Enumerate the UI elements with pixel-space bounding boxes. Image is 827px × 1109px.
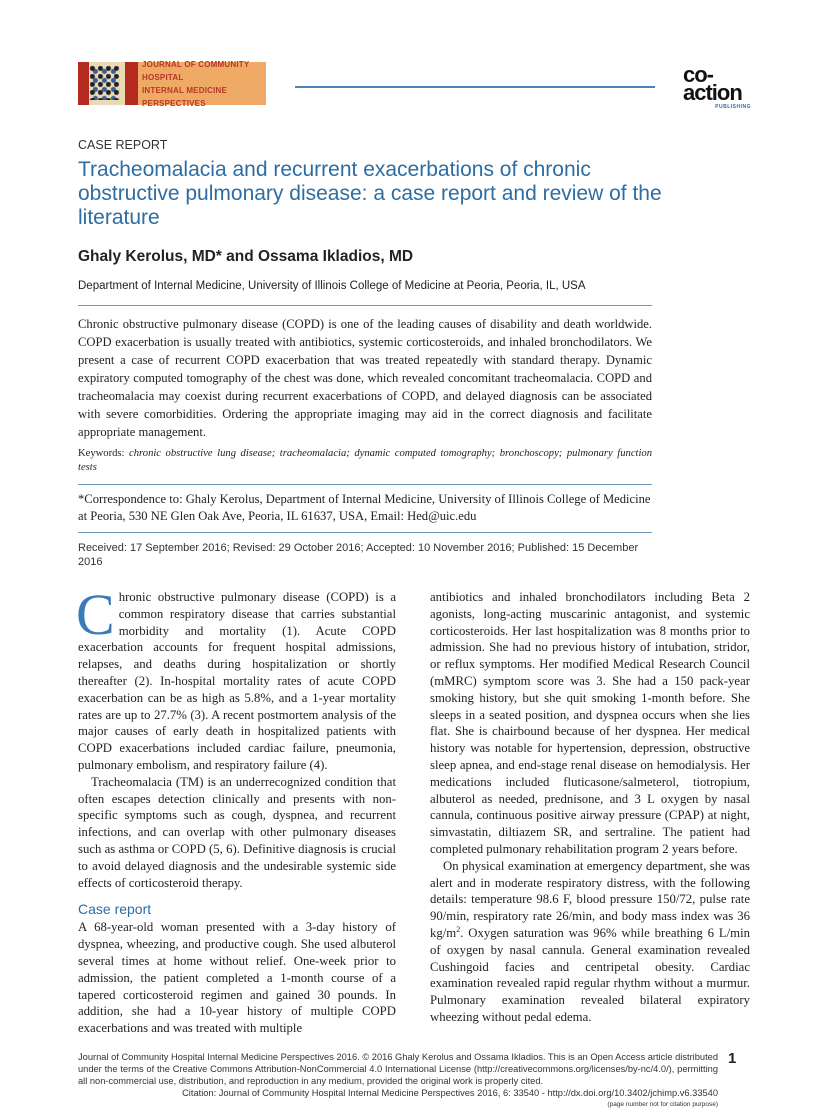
divider [78, 532, 652, 533]
header-rule [295, 86, 655, 88]
journal-logo [78, 59, 266, 108]
keywords [78, 447, 652, 475]
drop-cap: C [76, 582, 115, 647]
article-dates: Received: 17 September 2016; Revised: 29 October 2016; Accepted: 10 November 2016; Published: 15 December 2016 [78, 542, 639, 568]
article-type: CASE REPORT [78, 138, 168, 152]
publisher-logo-text: co-action [683, 62, 742, 105]
paragraph-text: On physical examination at emergency department, she was alert and in moderate respiratory distress, with the following details: temperature 98.6 F, blood pressure 150/72, pulse rate 90/min, respiratory rate 26/min, and body mass index was 36 kg/m [430, 858, 750, 940]
front-matter [78, 138, 662, 569]
article-title: Tracheomalacia and recurrent exacerbations of chronic obstructive pulmonary disease: a case report and review of the literature [78, 158, 662, 229]
body-columns [76, 582, 750, 1037]
paragraph: A 68-year-old woman presented with a 3-day history of dyspnea, wheezing, and productive cough. She used albuterol several times at home without relief. One-week prior to admission, the patient completed a 1-month course of a tapered corticosteroid regimen and gained 30 pounds. In addition, she had a 10-year history of multiple COPD exacerbations and was treated with multiple [78, 920, 396, 1036]
paragraph: antibiotics and inhaled bronchodilators including Beta 2 agonists, long-acting muscarinic antagonist, and systemic corticosteroids. Her last hospitalization was 8 months prior to admission. She had no previous history of intubation, stridor, or reflux symptoms. Her modified Medical Research Council (mMRC) symptom score was 3. She had a 150 pack-year smoking history, but she quit smoking 1-month before. She sleeps in a seated position, and dyspnea occurs when she lies flat. She is chairbound because of her dyspnea. Her medical history was notable for hypertension, depression, obstructive sleep apnea, and end-stage renal disease on hemodialysis. Her medications included fluticasone/salmeterol, tiotropium, albuterol as needed, prednisone, and 3 L oxygen by nasal cannula, continuous positive airway pressure (CPAP) at night, simvastatin, diltiazem SR, and sertraline. The patient had completed pulmonary rehabilitation program 2 years before. [430, 590, 750, 856]
section-heading-case-report: Case report [78, 901, 152, 918]
left-column [76, 582, 396, 1037]
affiliation: Department of Internal Medicine, University of Illinois College of Medicine at Peoria, Peoria, IL, USA [78, 280, 586, 292]
page-note: (page number not for citation purpose) [607, 1100, 718, 1108]
publisher-logo [683, 62, 751, 110]
journal-logo-line2: INTERNAL MEDICINE PERSPECTIVES [142, 85, 228, 108]
authors: Ghaly Kerolus, MD* and Ossama Ikladios, MD [78, 248, 414, 265]
footer [78, 1051, 718, 1109]
abstract: Chronic obstructive pulmonary disease (COPD) is one of the leading causes of disability and death worldwide. COPD exacerbation is usually treated with antibiotics, systemic corticosteroids, and inhaled bronchodilators. We present a case of recurrent COPD exacerbation that was treated repeatedly with standard therapy. Dynamic expiratory computed tomography of the chest was done, which revealed concomitant tracheomalacia. COPD and tracheomalacia may coexist during recurrent exacerbations of COPD, and delayed diagnosis can be associated with severe comorbidities. Ordering the appropriate imaging may aid in the correct diagnosis and facilitate appropriate management. [78, 317, 652, 439]
divider [78, 305, 652, 306]
page-content [78, 138, 750, 1109]
citation: Citation: Journal of Community Hospital Internal Medicine Perspectives 2016, 6: 33540 - http://dx.doi.org/10.3402/jchimp.v6.33540 [182, 1087, 718, 1098]
correspondence: *Correspondence to: Ghaly Kerolus, Department of Internal Medicine, University of Illinois College of Medicine at Peoria, 530 NE Glen Oak Ave, Peoria, IL 61637, USA, Email: Hed@uic.edu [78, 492, 651, 523]
superscript: 2 [456, 924, 461, 934]
publisher-logo-sub: PUBLISHING [715, 104, 751, 110]
journal-logo-image [78, 62, 138, 105]
keywords-label: Keywords: [78, 448, 125, 459]
paragraph [430, 858, 750, 1026]
divider [78, 484, 652, 485]
journal-logo-line1: JOURNAL OF COMMUNITY HOSPITAL [142, 59, 250, 82]
right-column [430, 589, 750, 1037]
footer-row [78, 1051, 750, 1109]
license-text: Journal of Community Hospital Internal Medicine Perspectives 2016. © 2016 Ghaly Kerolus and Ossama Ikladios. This is an Open Access article distributed under the terms of the Creative Commons Attribution-NonCommercial 4.0 International License (http://creativecommons.org/licenses/by-nc/4.0/), permitting all non-commercial use, distribution, and reproduction in any medium, provided the original work is properly cited. [78, 1051, 718, 1086]
paragraph-text: . Oxygen saturation was 96% while breathing 6 L/min of oxygen by nasal cannula. General examination revealed Cushingoid facies and centripetal obesity. Cardiac examination revealed rapid regular rhythm without a murmur. Pulmonary examination revealed bilateral expiratory wheezing without pedal edema. [430, 925, 750, 1024]
keywords-list: chronic obstructive lung disease; tracheomalacia; dynamic computed tomography; bronchoscopy; pulmonary function tests [78, 448, 653, 473]
paragraph: Tracheomalacia (TM) is an underrecognized condition that often escapes detection clinically and presents with non-specific symptoms such as cough, dyspnea, and recurrent infections, and can overlap with other pulmonary diseases such as asthma or COPD (5, 6). Definitive diagnosis is crucial to avoid delayed diagnosis and the undesirable systemic side effects of corticosteroid therapy. [78, 774, 396, 890]
paragraph: hronic obstructive pulmonary disease (COPD) is a common respiratory disease that carries substantial morbidity and mortality (1). Acute COPD exacerbation accounts for frequent hospital admissions, relapses, and deaths during hospitalization or shortly thereafter (2). In-hospital mortality rates of acute COPD exacerbation can be as high as 5.8%, and a 1-year mortality rates are up to 27.7% (3). A recent postmortem analysis of the major causes of early death in hospitalized patients with COPD exacerbations included cardiac failure, pneumonia, pulmonary embolism, and respiratory failure (4). [78, 590, 396, 772]
page-number: 1 [728, 1049, 737, 1067]
